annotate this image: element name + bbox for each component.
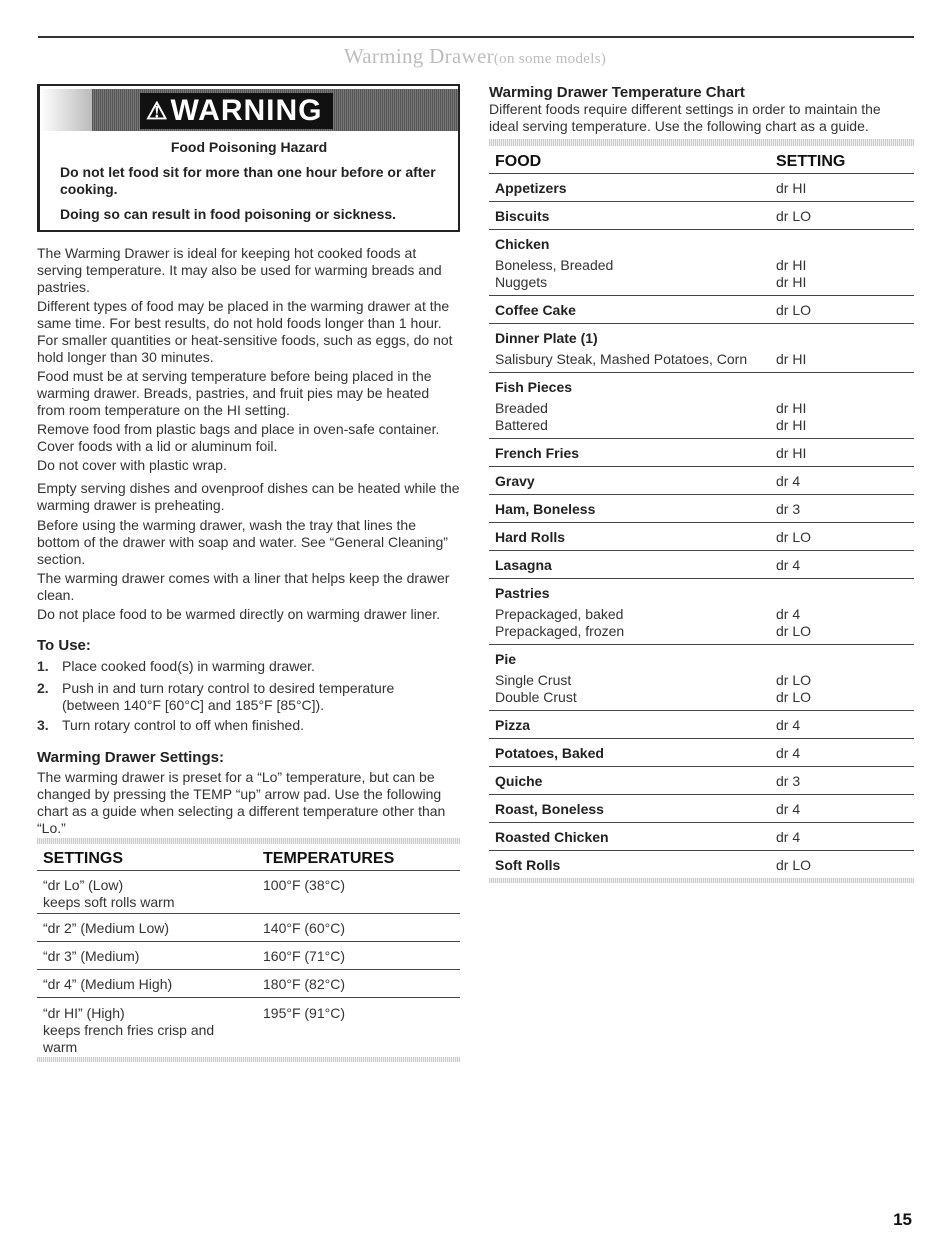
food-setting: dr LO [776,529,812,545]
warning-line: Do not let food sit for more than one hour before or after cooking. [60,164,436,197]
food-variant: Prepackaged, baked [495,606,624,622]
food-setting: dr LO [776,689,812,705]
food-setting: dr LO [776,672,812,688]
food-setting: dr 4 [776,745,801,761]
food-row [489,794,914,822]
food-setting: dr HI [776,257,807,273]
food-row [489,173,914,201]
food-setting: dr HI [776,180,807,196]
food-name: Lasagna [495,557,552,573]
food-name: Fish Pieces [495,379,573,395]
setting-note: keeps french fries crisp and warm [43,1022,215,1055]
food-subitem [489,274,914,291]
food-name: Biscuits [495,208,550,224]
food-setting: dr 4 [776,717,801,733]
food-row-line [489,745,914,762]
settings-table-header [37,844,460,871]
table-row [37,942,460,970]
column-header-temperatures: TEMPERATURES [263,850,395,867]
column-header-setting: SETTING [776,153,846,170]
food-row [489,644,914,710]
food-setting: dr HI [776,274,807,290]
step-text: Place cooked food(s) in warming drawer. [62,658,315,674]
food-setting: dr 4 [776,557,801,573]
step-number: 2. [37,680,49,696]
food-name: Pastries [495,585,550,601]
food-row [489,710,914,738]
food-row [489,766,914,794]
food-subitem [489,257,914,274]
food-name: Appetizers [495,180,567,196]
setting-temperature: 180°F (82°C) [263,976,346,992]
settings-paragraph: The warming drawer is preset for a “Lo” temperature, but can be changed by pressing the TEMP “up” arrow pad. Use the following chart as a guide when selecting a different temperature other than “Lo.” [37,769,446,836]
food-row-line [489,829,914,846]
food-variant: Nuggets [495,274,548,290]
food-subitem [489,606,914,623]
warning-box [37,84,460,232]
step-number: 3. [37,717,49,733]
setting-temperature: 100°F (38°C) [263,877,346,893]
chart-intro: Different foods require different settings in order to maintain the ideal serving temperature. Use the following chart as a guide. [489,101,881,134]
food-subitem [489,417,914,434]
food-setting: dr 3 [776,501,801,517]
food-name: Roast, Boneless [495,801,604,817]
chart-bottom-stripe [489,878,914,883]
intro-paragraph: Empty serving dishes and ovenproof dishes can be heated while the warming drawer is preheating. [37,480,460,513]
food-row [489,372,914,438]
chart-top-stripe [489,139,914,146]
food-rows [489,173,914,878]
food-subitem [489,672,914,689]
food-name: Coffee Cake [495,302,576,318]
intro-paragraph: Before using the warming drawer, wash the tray that lines the bottom of the drawer with soap and water. See “General Cleaning” section. [37,517,448,567]
page-number: 15 [893,1210,912,1229]
to-use-heading: To Use: [37,637,91,654]
step-number: 1. [37,658,49,674]
food-row [489,850,914,878]
warning-hazard: Food Poisoning Hazard [170,139,328,155]
food-name: Pizza [495,717,531,733]
food-setting: dr HI [776,351,807,367]
food-setting: dr LO [776,302,812,318]
food-row-line [489,857,914,874]
food-name: Chicken [495,236,550,252]
food-name: Hard Rolls [495,529,566,545]
food-row [489,578,914,644]
chart-header [489,146,914,173]
column-header-food: FOOD [495,153,542,170]
food-variant: Boneless, Breaded [495,257,614,273]
food-row-line [489,302,914,319]
setting-temperature: 140°F (60°C) [263,920,346,936]
food-subitem [489,689,914,706]
food-setting: dr 4 [776,606,801,622]
food-row-line [489,717,914,734]
food-name: Dinner Plate (1) [495,330,598,346]
food-variant: Breaded [495,400,548,416]
step-item [37,680,460,714]
food-row-line [489,208,914,225]
food-setting: dr LO [776,623,812,639]
food-row [489,229,914,295]
food-setting: dr LO [776,857,812,873]
food-row-line [489,557,914,574]
food-variant: Prepackaged, frozen [495,623,625,639]
food-row-line [489,473,914,490]
section-title [0,44,950,69]
food-name: Gravy [495,473,535,489]
setting-name: “dr 3” (Medium) [43,948,140,964]
intro-paragraph: The warming drawer comes with a liner that helps keep the drawer clean. [37,570,450,603]
column-header-settings: SETTINGS [43,850,124,867]
food-subitem [489,623,914,640]
food-setting: dr 4 [776,801,801,817]
food-row [489,494,914,522]
food-row-line [489,801,914,818]
warning-triangle-icon: ⚠ [146,97,169,125]
food-name: Roasted Chicken [495,829,609,845]
food-setting: dr HI [776,400,807,416]
top-rule [38,36,914,38]
settings-cell [37,877,263,913]
intro-paragraph: Food must be at serving temperature before being placed in the warming drawer. Breads, pastries, and fruit pies may be heated from room temperature on the HI setting. [37,368,432,418]
food-variant: Battered [495,417,548,433]
intro-paragraph: The Warming Drawer is ideal for keeping hot cooked foods at serving temperature. It may also be used for warming breads and pastries. [37,245,442,295]
food-setting: dr 4 [776,829,801,845]
step-item [37,717,460,734]
setting-name: “dr Lo” (Low) [43,877,124,893]
warning-label-text: WARNING [170,94,323,127]
step-item [37,658,460,675]
food-setting: dr HI [776,445,807,461]
food-variant: Single Crust [495,672,572,688]
chart-title: Warming Drawer Temperature Chart [489,84,745,101]
table-row [37,914,460,942]
food-setting: dr 3 [776,773,801,789]
food-row-line [489,180,914,197]
table-row [37,998,460,1057]
food-subitem [489,400,914,417]
food-row [489,295,914,323]
food-name: Soft Rolls [495,857,561,873]
settings-table [37,838,460,1062]
settings-cell [37,1005,263,1057]
food-subitem [489,351,914,368]
table-bottom-stripe [37,1057,460,1062]
food-setting: dr HI [776,417,807,433]
food-name: French Fries [495,445,580,461]
temperature-chart [489,139,914,883]
intro-paragraph: Do not place food to be warmed directly on warming drawer liner. [37,606,441,622]
section-title-text: Warming Drawer [343,44,494,68]
settings-heading: Warming Drawer Settings: [37,749,224,766]
warning-banner-fade [40,89,92,131]
food-row [489,822,914,850]
food-name: Ham, Boneless [495,501,596,517]
food-row [489,323,914,372]
warning-label [140,93,333,129]
food-row [489,201,914,229]
setting-name: “dr 2” (Medium Low) [43,920,170,936]
food-setting: dr LO [776,208,812,224]
setting-temperature: 160°F (71°C) [263,948,346,964]
food-row [489,466,914,494]
warning-line: Doing so can result in food poisoning or sickness. [60,206,397,222]
intro-paragraph: Different types of food may be placed in the warming drawer at the same time. For best results, do not hold foods longer than 1 hour. For smaller quantities or heat-sensitive foods, such as eggs, do not hold longer than 30 minutes. [37,298,453,365]
food-variant: Double Crust [495,689,577,705]
section-subtitle: (on some models) [493,51,607,67]
food-setting: dr 4 [776,473,801,489]
food-name: Quiche [495,773,543,789]
food-row-line [489,529,914,546]
food-name: Potatoes, Baked [495,745,604,761]
setting-name: “dr 4” (Medium High) [43,976,173,992]
left-column [37,84,460,1055]
setting-temperature: 195°F (91°C) [263,1005,346,1021]
food-row-line [489,445,914,462]
food-row-line [489,773,914,790]
food-row [489,550,914,578]
intro-paragraph: Do not cover with plastic wrap. [37,457,227,473]
table-row [37,871,460,914]
food-variant: Salisbury Steak, Mashed Potatoes, Corn [495,351,748,367]
food-row [489,522,914,550]
setting-name: “dr HI” (High) [43,1005,125,1021]
step-text: Push in and turn rotary control to desired temperature (between 140°F [60°C] and 185°F [85°C]). [62,680,395,713]
intro-paragraph: Remove food from plastic bags and place in oven-safe container. Cover foods with a lid or aluminum foil. [37,421,440,454]
table-row [37,970,460,998]
food-row [489,438,914,466]
food-row-line [489,501,914,518]
setting-note: keeps soft rolls warm [43,894,175,910]
step-text: Turn rotary control to off when finished. [62,717,305,733]
food-name: Pie [495,651,517,667]
food-row [489,738,914,766]
